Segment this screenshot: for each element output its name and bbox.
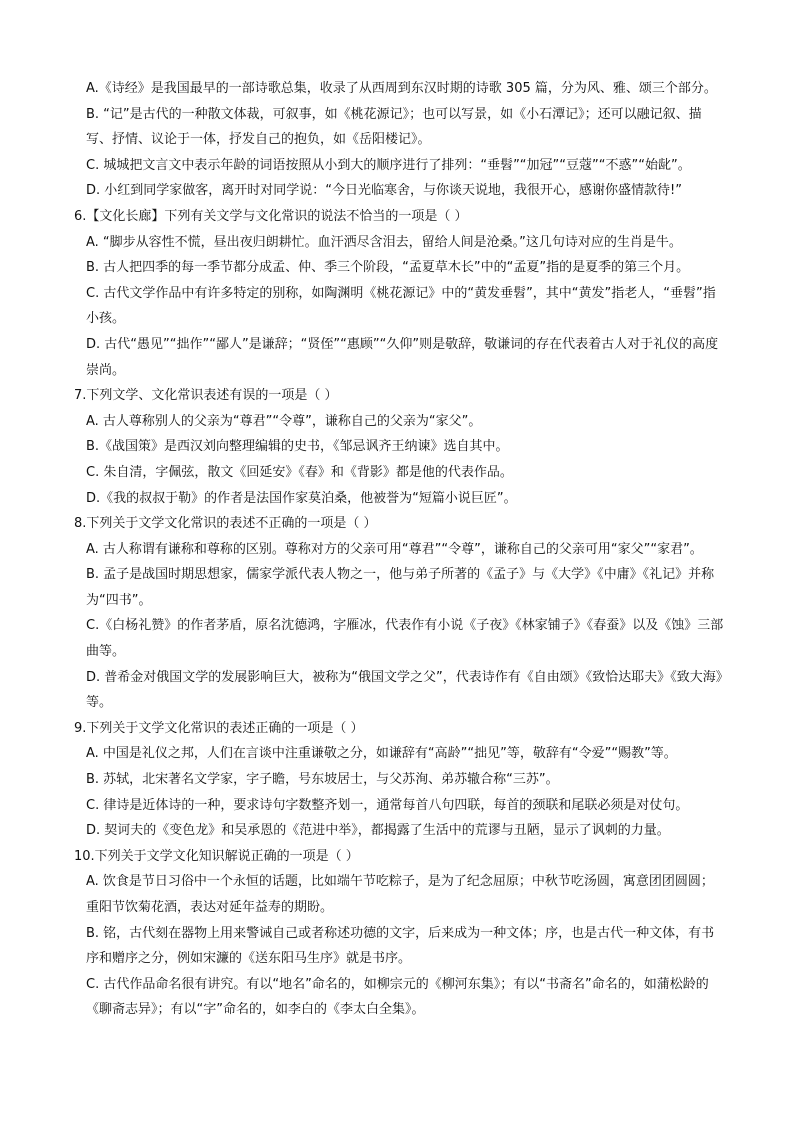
question-10-stem: 10.下列关于文学文化知识解说正确的一项是（ ）	[74, 848, 359, 864]
question-6	[74, 204, 724, 383]
option-a: A. 饮食是节日习俗中一个永恒的话题，比如端午节吃粽子，是为了纪念屈原；中秋节吃汤圆，寓意团团圆圆；重阳节饮菊花酒，表达对延年益寿的期盼。	[86, 874, 714, 915]
option-b: B. 孟子是战国时期思想家，儒家学派代表人物之一，他与弟子所著的《孟子》与《大学》《中庸》《礼记》并称为“四书”。	[86, 567, 715, 608]
option-a: A. 中国是礼仪之邦，人们在言谈中注重谦敬之分，如谦辞有“高龄”“拙见”等，敬辞有“令爱”“赐教”等。	[86, 746, 677, 762]
option-b: B.《战国策》是西汉刘向整理编辑的史书，《邹忌讽齐王纳谏》选自其中。	[86, 439, 509, 455]
question-8	[74, 511, 724, 716]
question-7	[74, 383, 724, 511]
option-d: D. 小红到同学家做客，离开时对同学说：“今日光临寒舍，与你谈天说地，我很开心，感谢你盛情款待!”	[86, 183, 682, 199]
question-10	[74, 844, 724, 1023]
question-9-stem: 9.下列关于文学文化常识的表述正确的一项是（ ）	[74, 720, 364, 736]
option-a: A. 古人尊称别人的父亲为“尊君”“令尊”，谦称自己的父亲为“家父”。	[86, 413, 482, 429]
option-c: C. 城城把文言文中表示年龄的词语按照从小到大的顺序进行了排列：“垂髫”“加冠”“豆蔻”“不惑”“始龀”。	[86, 157, 691, 173]
option-b: B. 苏轼，北宋著名文学家，字子瞻，号东坡居士，与父苏洵、弟苏辙合称“三苏”。	[86, 772, 559, 788]
option-c: C.《白杨礼赞》的作者茅盾，原名沈德鸿，字雁冰，代表作有小说《子夜》《林家铺子》《春蚕》以及《蚀》三部曲等。	[86, 618, 724, 660]
option-a: A. “脚步从容性不慌，昼出夜归朗耕忙。血汗洒尽含泪去，留给人间是沧桑。”这几句诗对应的生肖是牛。	[86, 234, 682, 250]
option-c: C. 古代文学作品中有许多特定的别称，如陶渊明《桃花源记》中的“黄发垂髫”，其中“黄发”指老人，“垂髫”指小孩。	[86, 285, 716, 327]
option-c: C. 律诗是近体诗的一种，要求诗句字数整齐划一，通常每首八句四联，每首的颈联和尾联必须是对仗句。	[86, 797, 689, 813]
question-5-options	[74, 76, 724, 204]
option-b: B. “记”是古代的一种散文体裁，可叙事，如《桃花源记》；也可以写景，如《小石潭记》；还可以融记叙、描写、抒情、议论于一体，抒发自己的抱负，如《岳阳楼记》。	[86, 106, 702, 148]
option-c: C. 朱自清，字佩弦，散文《回延安》《春》和《背影》都是他的代表作品。	[86, 464, 513, 480]
question-8-stem: 8.下列关于文学文化常识的表述不正确的一项是（ ）	[74, 516, 377, 532]
question-7-stem: 7.下列文学、文化常识表述有误的一项是（ ）	[74, 388, 338, 404]
option-b: B. 古人把四季的每一季节都分成孟、仲、季三个阶段，“孟夏草木长”中的“孟夏”指的是夏季的第三个月。	[86, 260, 690, 276]
option-d: D. 契诃夫的《变色龙》和吴承恩的《范进中举》，都揭露了生活中的荒谬与丑陋，显示了讽刺的力量。	[86, 823, 670, 839]
option-a: A.《诗经》是我国最早的一部诗歌总集，收录了从西周到东汉时期的诗歌 305 篇，分为风、雅、颂三个部分。	[86, 81, 717, 96]
option-d: D. 古代“愚见”“拙作”“鄙人”是谦辞；“贤侄”“惠顾”“久仰”则是敬辞，敬谦词的存在代表着古人对于礼仪的高度崇尚。	[86, 336, 719, 378]
option-d: D.《我的叔叔于勒》的作者是法国作家莫泊桑，他被誉为“短篇小说巨匠”。	[86, 490, 517, 506]
option-a: A. 古人称谓有谦称和尊称的区别。尊称对方的父亲可用“尊君”“令尊”，谦称自己的父亲可用“家父”“家君”。	[86, 541, 703, 557]
question-9	[74, 716, 724, 844]
option-b: B. 铭，古代刻在器物上用来警诫自己或者称述功德的文字，后来成为一种文体；序，也是古代一种文体，有书序和赠序之分，例如宋濂的《送东阳马生序》就是书序。	[86, 925, 715, 967]
question-6-stem: 6.【文化长廊】下列有关文学与文化常识的说法不恰当的一项是（ ）	[74, 208, 468, 224]
option-c: C. 古代作品命名很有讲究。有以“地名”命名的，如柳宗元的《柳河东集》；有以“书斋名”命名的，如蒲松龄的《聊斋志异》；有以“字”命名的，如李白的《李太白全集》。	[86, 976, 709, 1018]
option-d: D. 普希金对俄国文学的发展影响巨大，被称为“俄国文学之父”，代表诗作有《自由颂》《致恰达耶夫》《致大海》等。	[86, 669, 723, 711]
